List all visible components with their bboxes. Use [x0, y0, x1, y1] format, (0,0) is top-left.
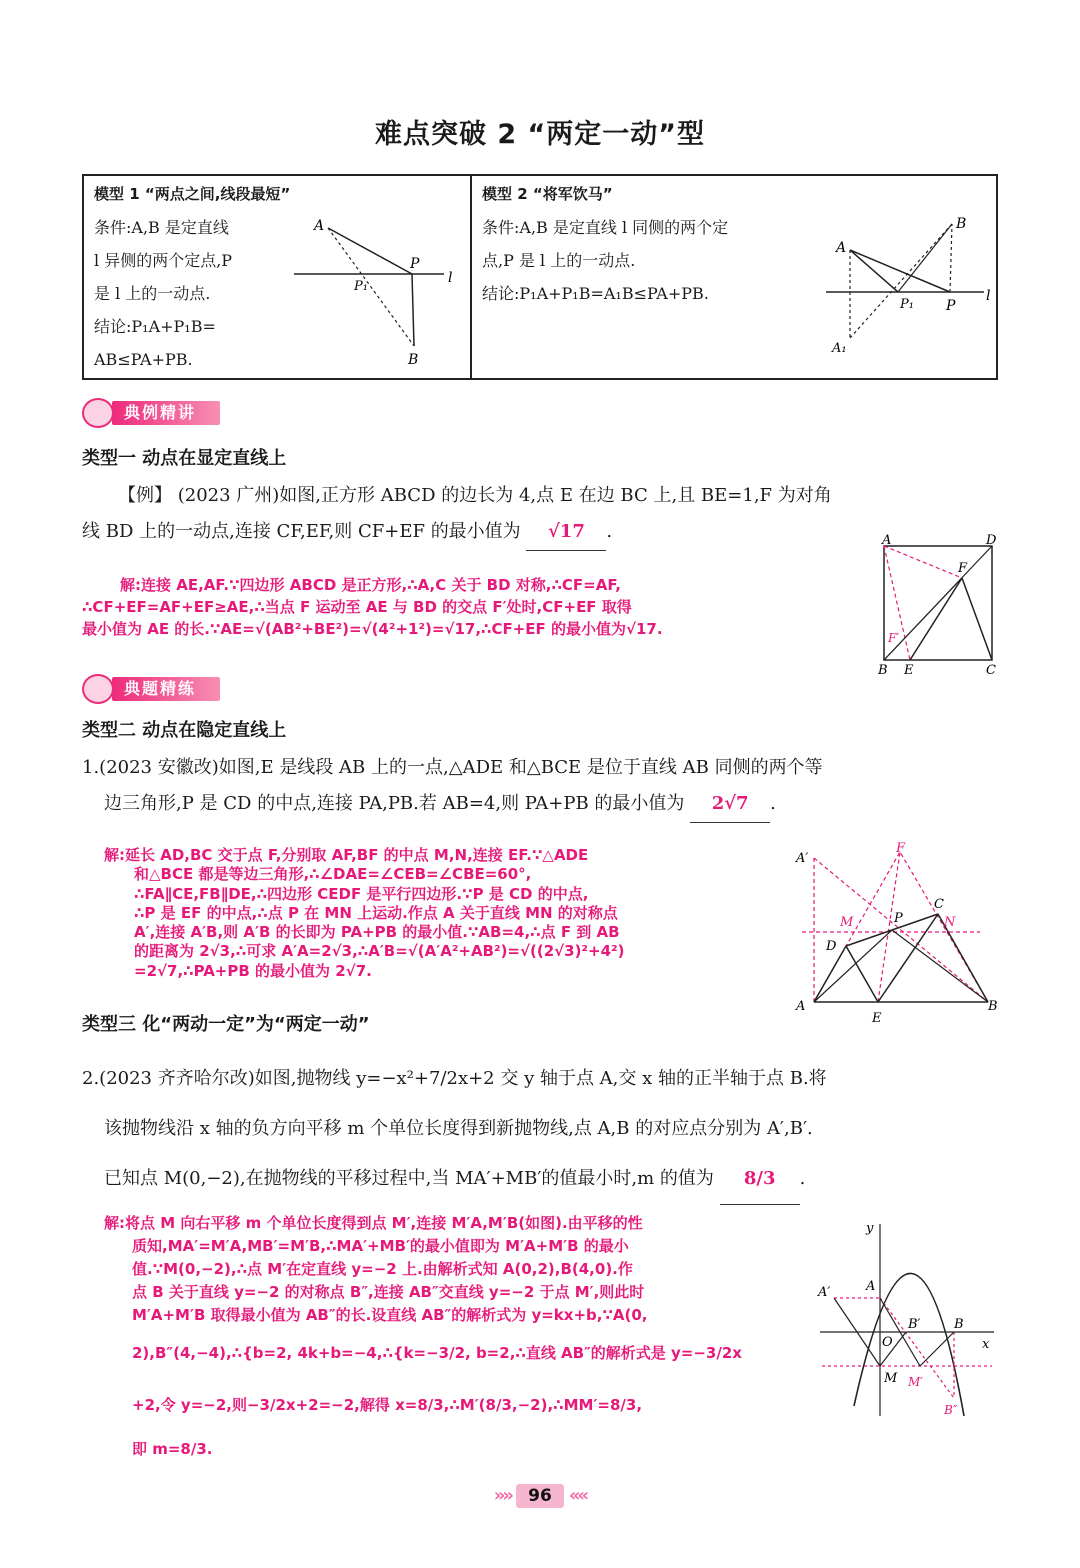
problem-1-solution: [104, 846, 764, 981]
problem-line: 2.(2023 齐齐哈尔改)如图,抛物线 y=−x²+7/2x+2 交 y 轴于点 A,交 x 轴的正半轴于点 B.将: [82, 1068, 827, 1089]
label-B-double-prime: B″: [944, 1403, 958, 1417]
problem-1-answer: 2√7: [690, 786, 770, 823]
solution-line: M′A+M′B 取得最小值为 AB″的长.设直线 AB″的解析式为 y=kx+b,∵A(0,: [132, 1306, 648, 1324]
problem-2-answer: 8/3: [720, 1154, 800, 1205]
model1-figure: [284, 206, 464, 368]
label-P: P: [894, 911, 903, 926]
model1-heading: 模型 1 “两点之间,线段最短”: [94, 185, 291, 203]
label-M: M: [884, 1371, 898, 1386]
label-F-prime: F′: [888, 631, 900, 645]
label-P: P: [946, 298, 956, 314]
label-x: x: [982, 1337, 990, 1352]
label-C: C: [934, 897, 944, 912]
label-l: l: [986, 288, 991, 304]
model2-heading: 模型 2 “将军饮马”: [482, 185, 613, 203]
label-A: A: [882, 533, 892, 548]
type3-heading: 类型三 化“两动一定”为“两定一动”: [82, 1014, 370, 1035]
model1-line: 是 l 上的一动点.: [94, 284, 211, 303]
solution-line: =2√7,∴PA+PB 的最小值为 2√7.: [134, 961, 372, 980]
label-C: C: [986, 663, 996, 678]
section-banner-practice: [82, 674, 262, 704]
problem-1: [82, 750, 1002, 823]
problem-line-text: 已知点 M(0,−2),在抛物线的平移过程中,当 MA′+MB′的值最小时,m 的值为: [104, 1168, 714, 1189]
example-end: .: [606, 521, 613, 542]
solution-line: 即 m=8/3.: [132, 1440, 213, 1458]
problem-line2: [82, 786, 1002, 823]
mascot-icon: [82, 674, 114, 704]
solution-line: 解:延长 AD,BC 交于点 F,分别取 AF,BF 的中点 M,N,连接 EF.∵△ADE: [104, 846, 589, 864]
label-A-prime: A′: [818, 1285, 831, 1300]
label-B: B: [878, 663, 888, 678]
model1-line: 结论:P₁A+P₁B=: [94, 317, 216, 336]
banner-label: 典题精练: [112, 677, 220, 701]
solution-line: ∴P 是 EF 的中点,∴点 P 在 MN 上运动.作点 A 关于直线 MN 的对称点: [134, 903, 618, 922]
solution-line: 最小值为 AE 的长.∵AE=√(AB²+BE²)=√(4²+1²)=√17,∴CF+EF 的最小值为√17.: [82, 620, 663, 638]
label-E: E: [872, 1011, 882, 1026]
label-P1: P₁: [354, 279, 368, 294]
solution-line: +2,令 y=−2,则−3/2x+2=−2,解得 x=8/3,∴M′(8/3,−2),∴MM′=8/3,: [132, 1396, 643, 1414]
label-F: F: [896, 841, 906, 856]
example-problem: [82, 478, 1002, 551]
example-line: 【例】 (2023 广州)如图,正方形 ABCD 的边长为 4,点 E 在边 BC 上,且 BE=1,F 为对角: [118, 485, 832, 506]
models-box: [82, 174, 998, 380]
label-A-prime: A′: [796, 851, 809, 866]
label-l: l: [448, 270, 453, 286]
label-N: N: [944, 915, 956, 930]
label-A: A: [866, 1279, 876, 1294]
models-divider: [470, 176, 472, 380]
example-solution: [82, 574, 862, 640]
label-M: M: [840, 915, 854, 930]
example-line-text: 线 BD 上的一动点,连接 CF,EF,则 CF+EF 的最小值为: [82, 521, 521, 542]
chevron-left-icon: ««: [568, 1485, 587, 1506]
solution-line: ∴FA∥CE,FB∥DE,∴四边形 CEDF 是平行四边形.∵P 是 CD 的中点,: [134, 884, 589, 903]
solution-line: 和△BCE 都是等边三角形,∴∠DAE=∠CEB=∠CBE=60°,: [134, 865, 532, 884]
page-number-bar: [460, 1484, 620, 1514]
problem-2-solution: [104, 1212, 804, 1467]
solution-line: 质知,MA′=M′A,MB′=M′B,∴MA′+MB′的最小值即为 M′A+M′B 的最小: [132, 1237, 629, 1255]
model1-text: [94, 178, 294, 376]
model2-text: [482, 178, 822, 310]
model1-line: AB≤PA+PB.: [94, 350, 193, 369]
model2-line: 结论:P₁A+P₁B=A₁B≤PA+PB.: [482, 284, 709, 303]
label-F: F: [958, 561, 968, 576]
problem-1-end: .: [770, 793, 776, 814]
solution-line: 值.∵M(0,−2),∴点 M′在定直线 y=−2 上.由解析式知 A(0,2),B(4,0).作: [132, 1260, 633, 1278]
label-A: A: [314, 218, 325, 234]
example-answer: √17: [526, 514, 606, 551]
label-P1: P₁: [900, 297, 914, 312]
solution-line: 2),B″(4,−4),∴{b=2, 4k+b=−4,∴{k=−3/2, b=2,∴直线 AB″的解析式是 y=−3/2x: [132, 1344, 742, 1362]
model2-figure: [820, 206, 996, 356]
banner-label: 典例精讲: [112, 401, 220, 425]
problem-2-figure: [814, 1216, 1004, 1422]
label-D: D: [986, 533, 997, 548]
label-E: E: [904, 663, 914, 678]
problem-line: 1.(2023 安徽改)如图,E 是线段 AB 上的一点,△ADE 和△BCE 是位于直线 AB 同侧的两个等: [82, 757, 823, 778]
model1-line: l 异侧的两个定点,P: [94, 251, 233, 270]
example-figure: [872, 532, 1004, 680]
problem-2-end: .: [799, 1168, 806, 1189]
chevron-right-icon: »»: [493, 1485, 512, 1506]
type1-heading: 类型一 动点在显定直线上: [82, 448, 287, 469]
label-A: A: [836, 240, 847, 256]
mascot-icon: [82, 398, 114, 428]
solution-line: 的距离为 2√3,∴可求 A′A=2√3,∴A′B=√(A′A²+AB²)=√((2√3)²+4²): [134, 942, 625, 961]
label-B: B: [408, 352, 419, 368]
page-number: 96: [516, 1484, 564, 1508]
problem-line-text: 边三角形,P 是 CD 的中点,连接 PA,PB.若 AB=4,则 PA+PB 的最小值为: [104, 793, 685, 814]
solution-line: 解:连接 AE,AF.∵四边形 ABCD 是正方形,∴A,C 关于 BD 对称,∴CF=AF,: [120, 576, 621, 594]
page-title: 难点突破 2 “两定一动”型: [374, 119, 706, 150]
problem-1-figure: [790, 838, 1008, 1030]
label-y: y: [866, 1221, 874, 1236]
label-B: B: [956, 216, 967, 232]
type2-heading: 类型二 动点在隐定直线上: [82, 720, 287, 741]
label-B-prime: B′: [908, 1317, 921, 1332]
solution-line: 解:将点 M 向右平移 m 个单位长度得到点 M′,连接 M′A,M′B(如图).由平移的性: [104, 1214, 643, 1232]
model2-line: 条件:A,B 是定直线 l 同侧的两个定: [482, 218, 729, 237]
section-banner-examples: [82, 398, 262, 428]
model1-line: 条件:A,B 是定直线: [94, 218, 229, 237]
problem-line3: [82, 1154, 1002, 1205]
example-line2: [82, 514, 1002, 551]
label-A: A: [796, 999, 806, 1014]
label-B: B: [954, 1317, 964, 1332]
solution-line: 点 B 关于直线 y=−2 的对称点 B″,连接 AB″交直线 y=−2 于点 M′,则此时: [132, 1283, 645, 1301]
problem-2: [82, 1054, 1002, 1205]
label-P: P: [410, 256, 420, 272]
label-B: B: [988, 999, 998, 1014]
problem-line: 该抛物线沿 x 轴的负方向平移 m 个单位长度得到新抛物线,点 A,B 的对应点分别为 A′,B′.: [104, 1118, 813, 1139]
label-O: O: [882, 1335, 893, 1350]
label-D: D: [826, 939, 837, 954]
model2-line: 点,P 是 l 上的一动点.: [482, 251, 636, 270]
label-A1: A₁: [832, 341, 847, 356]
label-M-prime: M′: [908, 1375, 924, 1389]
solution-line: A′,连接 A′B,则 A′B 的长即为 PA+PB 的最小值.∵AB=4,∴点 F 到 AB: [134, 923, 620, 942]
solution-line: ∴CF+EF=AF+EF≥AE,∴当点 F 运动至 AE 与 BD 的交点 F′处时,CF+EF 取得: [82, 598, 632, 616]
